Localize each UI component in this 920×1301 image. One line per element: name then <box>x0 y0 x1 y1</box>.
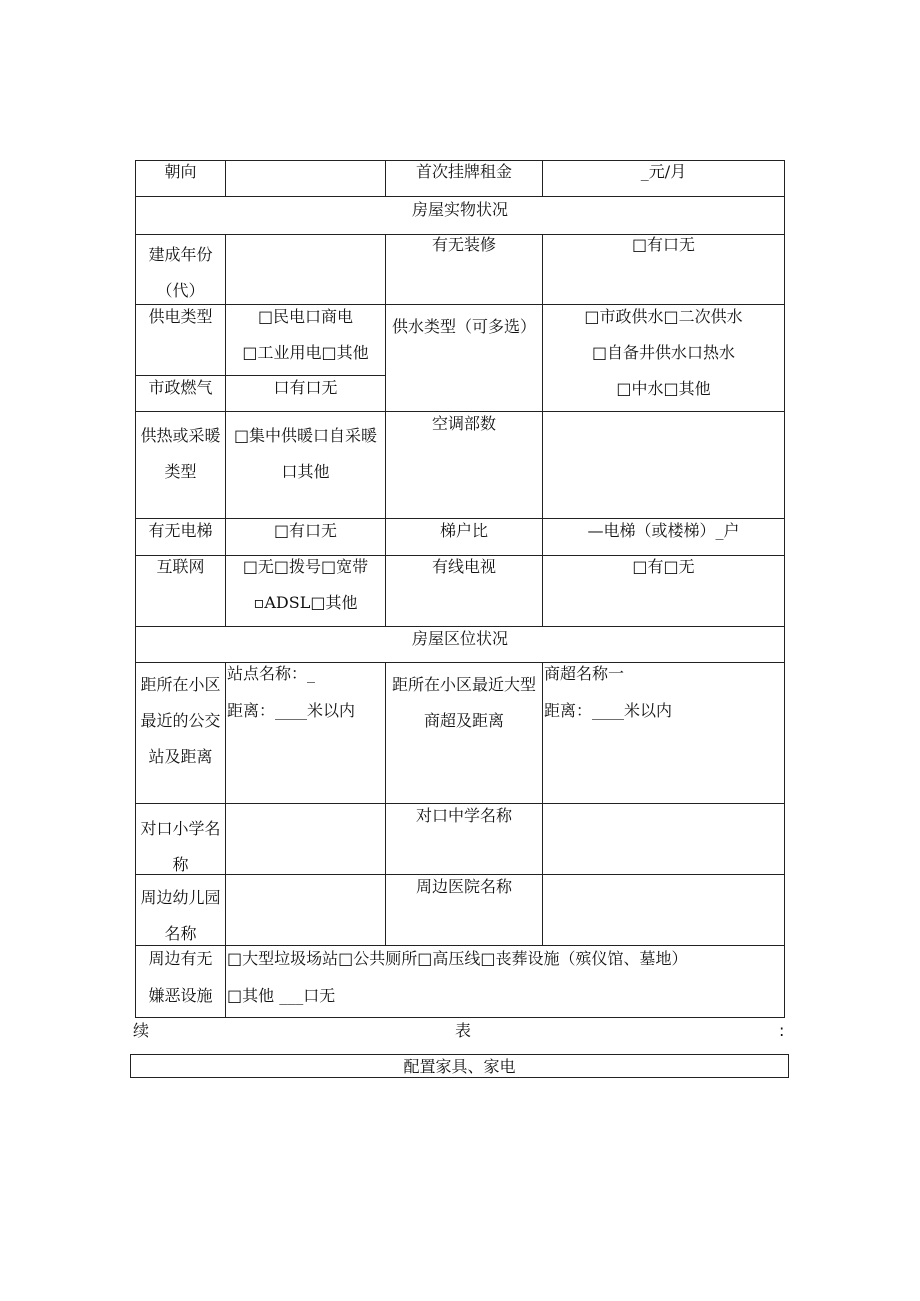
bus-stop-label-line1: 距所在小区 <box>140 675 221 694</box>
power-options-line2: □工业用电□其他 <box>242 343 369 362</box>
elevator-ratio-label: 梯户比 <box>439 521 488 540</box>
build-year-label-line1: 建成年份 <box>148 245 213 264</box>
bus-stop-label-line2: 最近的公交 <box>140 711 221 730</box>
internet-options-line2: ▫ADSL□其他 <box>253 593 358 612</box>
elevator-ratio-value: —电梯（或楼梯）_户 <box>587 521 740 540</box>
continued-colon: : <box>779 1021 785 1040</box>
section-physical-title: 房屋实物状况 <box>411 200 508 219</box>
bus-stop-name: 站点名称：_ <box>227 664 316 683</box>
section-location-title: 房屋区位状况 <box>411 629 508 648</box>
internet-label: 互联网 <box>156 557 205 576</box>
orientation-label: 朝向 <box>164 162 197 181</box>
continued-char-2: 表 <box>455 1021 472 1040</box>
hospital-label: 周边医院名称 <box>415 877 512 896</box>
water-options-line3: □中水□其他 <box>616 379 711 398</box>
mall-label-line1: 距所在小区最近大型 <box>391 675 536 694</box>
mall-name: 商超名称一 <box>544 664 625 683</box>
internet-options-line1: □无□拨号□宽带 <box>242 557 369 576</box>
power-options-line1: □民电口商电 <box>257 307 354 326</box>
kindergarten-label-line2: 名称 <box>164 924 197 943</box>
continued-char-1: 续 <box>133 1021 150 1040</box>
heating-label-line2: 类型 <box>164 462 197 481</box>
mall-label-line2: 商超及距离 <box>423 711 504 730</box>
middle-school-label: 对口中学名称 <box>415 806 512 825</box>
bus-stop-distance: 距离：____米以内 <box>227 701 356 720</box>
heating-label-line1: 供热或采暖 <box>140 426 221 445</box>
mall-distance: 距离：____米以内 <box>544 701 673 720</box>
decoration-label: 有无装修 <box>431 235 496 254</box>
heating-options-line1: □集中供暖口自采暖 <box>233 426 378 445</box>
build-year-label-line2: （代） <box>156 281 205 300</box>
water-options-line2: □自备井供水口热水 <box>591 343 736 362</box>
kindergarten-label-line1: 周边幼儿园 <box>140 888 221 907</box>
cable-tv-label: 有线电视 <box>431 557 496 576</box>
nuisance-options-line1: □大型垃圾场站□公共厕所□高压线□丧葬设施（殡仪馆、墓地） <box>227 949 688 968</box>
decoration-options: □有口无 <box>631 235 696 254</box>
power-type-label: 供电类型 <box>148 307 213 326</box>
elevator-options: □有口无 <box>273 521 338 540</box>
elevator-label: 有无电梯 <box>148 521 213 540</box>
nuisance-label-line1: 周边有无 <box>148 949 213 968</box>
gas-label: 市政燃气 <box>148 378 213 397</box>
rent-label: 首次挂牌租金 <box>415 162 512 181</box>
cable-tv-options: □有□无 <box>632 557 695 576</box>
nuisance-options-line2: □其他 ___口无 <box>227 986 336 1005</box>
rent-value: _元/月 <box>640 162 687 181</box>
primary-school-label-line1: 对口小学名 <box>140 819 221 838</box>
primary-school-label-line2: 称 <box>172 855 189 874</box>
section-furniture-title: 配置家具、家电 <box>403 1057 516 1076</box>
gas-options: 口有口无 <box>273 378 338 397</box>
heating-options-line2: 口其他 <box>281 462 330 481</box>
nuisance-label-line2: 嫌恶设施 <box>148 986 213 1005</box>
water-type-label: 供水类型（可多选） <box>391 317 536 336</box>
bus-stop-label-line3: 站及距离 <box>148 747 213 766</box>
water-options-line1: □市政供水□二次供水 <box>584 307 743 326</box>
ac-count-label: 空调部数 <box>431 414 496 433</box>
